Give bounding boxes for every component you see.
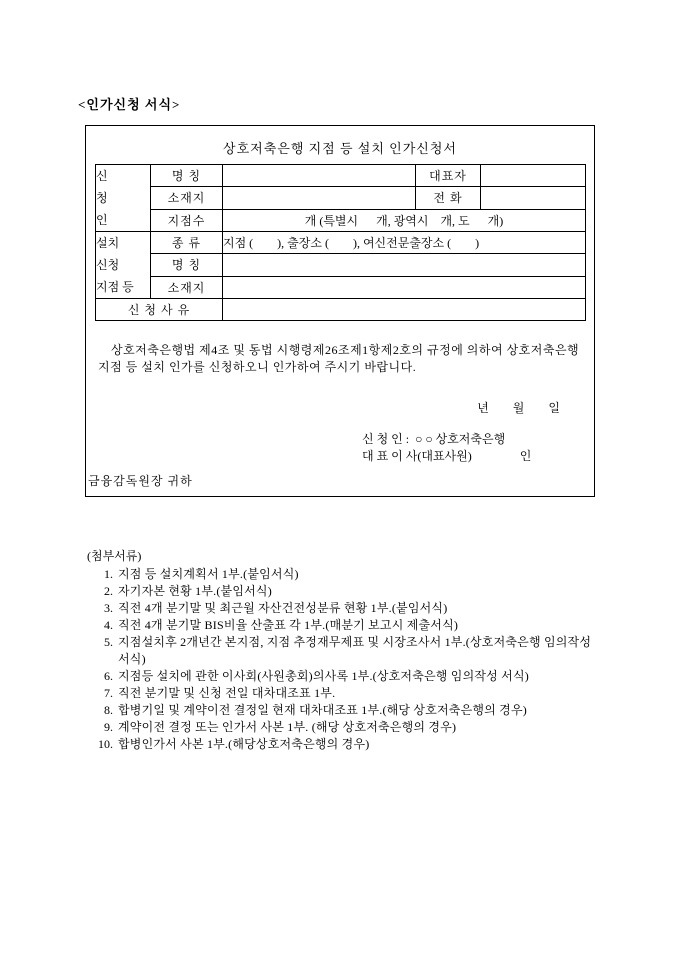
attachment-item-text: 자기자본 현황 1부.(붙임서식)	[118, 584, 272, 598]
date-line: 년 월 일	[477, 401, 560, 415]
branch-type-label: 종 류	[151, 232, 223, 254]
table-row	[96, 254, 586, 276]
attachments-heading: (첨부서류)	[87, 549, 142, 563]
attachment-item	[93, 719, 595, 736]
attachment-item	[93, 634, 595, 668]
branch-name-field	[223, 254, 586, 276]
recipient-line: 금융감독원장 귀하	[88, 474, 193, 488]
applicant-group-char: 인	[96, 213, 108, 227]
branch-group-label	[96, 232, 151, 299]
representative-seal-line: 대 표 이 사(대표사원) 인	[362, 449, 532, 463]
attachment-item-number: 3.	[104, 601, 113, 615]
attachment-item-number: 4.	[104, 618, 113, 632]
attachment-item-text: 직전 분기말 및 신청 전일 대차대조표 1부.	[118, 686, 336, 700]
attachment-item-number: 7.	[104, 686, 113, 700]
attachment-item-text: 합병기일 및 계약이전 결정일 현재 대차대조표 1부.(해당 상호저축은행의 경우)	[118, 703, 527, 717]
table-row	[96, 209, 586, 231]
attachment-item	[93, 702, 595, 719]
applicant-line: 신 청 인 : ○ ○ 상호저축은행	[362, 432, 506, 446]
document-content	[78, 94, 595, 753]
attachment-item	[93, 600, 595, 617]
attachment-item-text: 직전 4개 분기말 BIS비율 산출표 각 1부.(매분기 보고시 제출서식)	[118, 618, 459, 632]
branch-group-line: 설치	[96, 236, 120, 250]
table-row	[96, 165, 586, 187]
attachment-item-number: 2.	[104, 584, 113, 598]
applicant-group-char: 청	[96, 191, 108, 205]
attachment-item-text: 합병인가서 사본 1부.(해당상호저축은행의 경우)	[118, 737, 370, 751]
attachment-item	[93, 668, 595, 685]
attachment-item	[93, 736, 595, 753]
applicant-address-label: 소재지	[151, 187, 223, 209]
application-statement: 상호저축은행법 제4조 및 동법 시행령제26조제1항제2호의 규정에 의하여 상호저축은행 지점 등 설치 인가를 신청하오니 인가하여 주시기 바랍니다.	[98, 343, 580, 374]
attachment-item-text: 지점 등 설치계획서 1부.(붙임서식)	[118, 567, 299, 581]
representative-field	[481, 165, 586, 187]
applicant-group-label	[96, 165, 151, 232]
signer-block	[95, 431, 585, 465]
form-title: 상호저축은행 지점 등 설치 인가신청서	[223, 141, 457, 156]
applicant-group-char: 신	[96, 169, 108, 183]
applicant-name-label: 명 칭	[151, 165, 223, 187]
form-type-heading: <인가신청 서식>	[78, 97, 181, 112]
attachment-item-text: 지점설치후 2개년간 본지점, 지점 추정재무제표 및 시장조사서 1부.(상호저축은행 임의작성 서식)	[118, 635, 592, 666]
branch-group-line: 지점 등	[96, 280, 134, 294]
applicant-address-field	[223, 187, 416, 209]
branch-count-label: 지점수	[151, 209, 223, 231]
attachment-item-number: 5.	[104, 635, 113, 649]
attachments-section	[87, 548, 595, 753]
table-row	[96, 232, 586, 254]
representative-label: 대표자	[416, 165, 481, 187]
attachment-item-number: 8.	[104, 703, 113, 717]
table-row	[96, 187, 586, 209]
attachment-item-number: 9.	[104, 720, 113, 734]
branch-type-field: 지점 ( ), 출장소 ( ), 여신전문출장소 ( )	[223, 232, 586, 254]
table-row	[96, 299, 586, 321]
attachment-item-number: 1.	[104, 567, 113, 581]
branch-address-field	[223, 276, 586, 298]
attachment-item-number: 10.	[98, 737, 113, 751]
attachment-item-text: 직전 4개 분기말 및 최근월 자산건전성분류 현황 1부.(붙임서식)	[118, 601, 448, 615]
attachment-item-text: 지점등 설치에 관한 이사회(사원총회)의사록 1부.(상호저축은행 임의작성 서식)	[118, 669, 529, 683]
attachment-item-number: 6.	[104, 669, 113, 683]
application-form-box	[85, 125, 595, 497]
reason-field	[223, 299, 586, 321]
application-form-table	[95, 164, 586, 321]
branch-count-field: 개 (특별시 개, 광역시 개, 도 개)	[223, 209, 586, 231]
applicant-name-field	[223, 165, 416, 187]
attachments-list	[93, 566, 595, 753]
branch-group-line: 신청	[96, 258, 120, 272]
table-row	[96, 276, 586, 298]
attachment-item	[93, 566, 595, 583]
phone-field	[481, 187, 586, 209]
attachment-item	[93, 685, 595, 702]
phone-label: 전 화	[416, 187, 481, 209]
attachment-item-text: 계약이전 결정 또는 인가서 사본 1부. (해당 상호저축은행의 경우)	[118, 720, 457, 734]
branch-address-label: 소재지	[151, 276, 223, 298]
attachment-item	[93, 583, 595, 600]
attachment-item	[93, 617, 595, 634]
branch-name-label: 명 칭	[151, 254, 223, 276]
reason-label: 신 청 사 유	[96, 299, 223, 321]
